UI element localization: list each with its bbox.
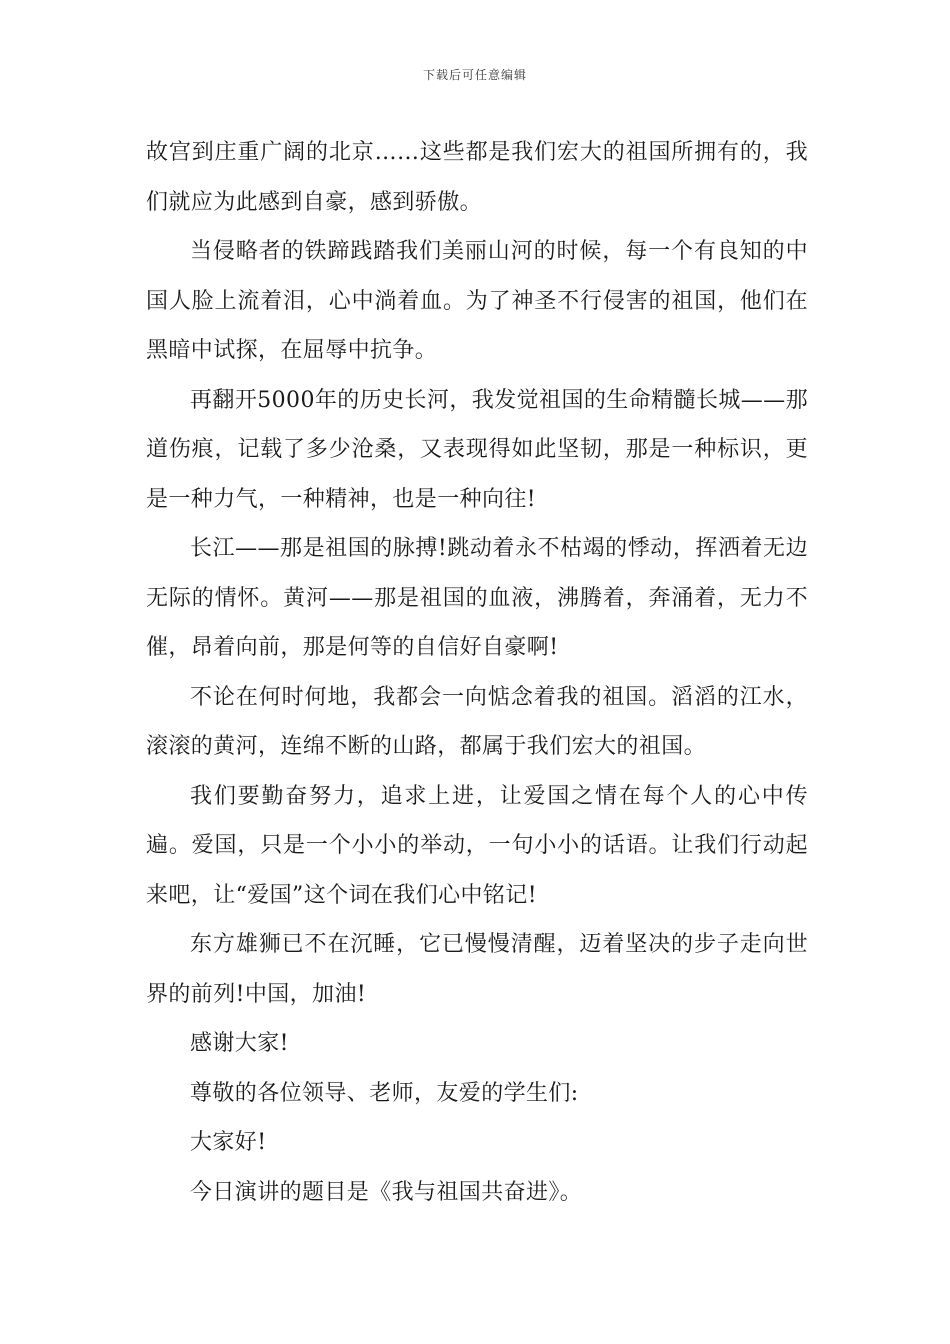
- paragraph-greeting: 大家好!: [190, 1130, 267, 1155]
- paragraph-closing: 感谢大家!: [190, 1031, 289, 1056]
- paragraph: 长江——那是祖国的脉搏!跳动着永不枯竭的悸动，挥洒着无边无际的情怀。黄河——那是祖国的血液，沸腾着，奔涌着，无力不催，昂着向前，那是何等的自信好自豪啊!: [146, 536, 808, 660]
- paragraph-salutation: 尊敬的各位领导、老师，友爱的学生们:: [190, 1080, 579, 1106]
- paragraph: 我们要勤奋努力，追求上进，让爱国之情在每个人的心中传遍。爱国，只是一个小小的举动，一句小小的话语。让我们行动起来吧，让“爱国”这个词在我们心中铭记!: [146, 783, 808, 908]
- paragraph: 当侵略者的铁蹄践踏我们美丽山河的时候，每一个有良知的中国人脸上流着泪，心中淌着血。为了神圣不行侵害的祖国，他们在黑暗中试探，在屈辱中抗争。: [146, 239, 808, 363]
- paragraph: 东方雄狮已不在沉睡，它已慢慢清醒，迈着坚决的步子走向世界的前列!中国，加油!: [146, 932, 808, 1007]
- paragraph: 不论在何时何地，我都会一向惦念着我的祖国。滔滔的江水，滚滚的黄河，连绵不断的山路，都属于我们宏大的祖国。: [146, 684, 808, 759]
- document-body: [146, 128, 808, 1217]
- page-header-note: 下载后可任意编辑: [422, 68, 527, 82]
- paragraph-topic: 今日演讲的题目是《我与祖国共奋进》。: [190, 1179, 583, 1205]
- paragraph: 故宫到庄重广阔的北京……这些都是我们宏大的祖国所拥有的，我们就应为此感到自豪，感到骄傲。: [146, 140, 808, 215]
- paragraph: 再翻开5000年的历史长河，我发觉祖国的生命精髓长城——那道伤痕，记载了多少沧桑，又表现得如此坚韧，那是一种标识，更是一种力气，一种精神，也是一种向往!: [146, 387, 808, 512]
